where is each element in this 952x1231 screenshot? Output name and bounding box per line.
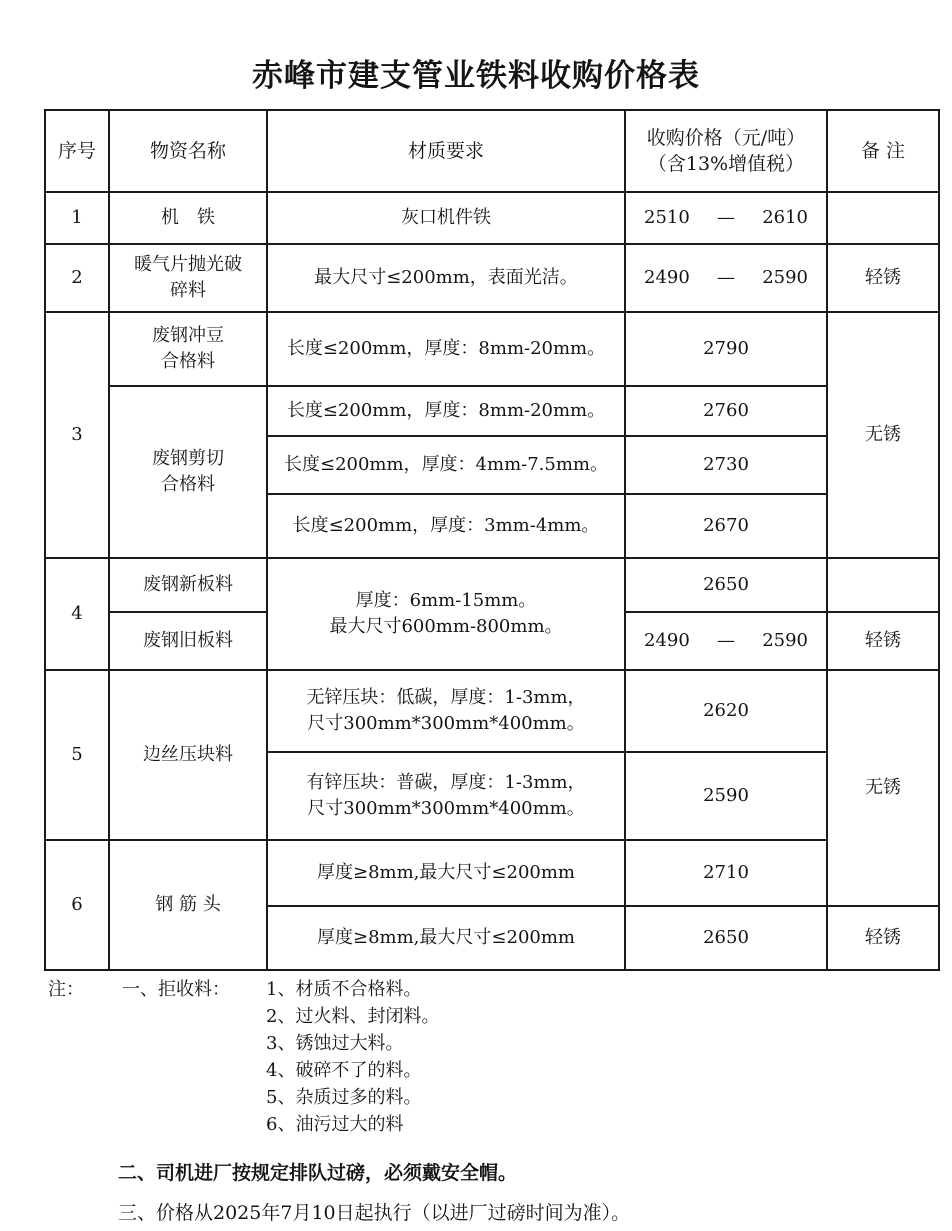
material-spec-line1: 有锌压块：普碳，厚度：1-3mm， [306,772,586,793]
remark: 无锈 [827,312,939,558]
material-spec-line1: 厚度：6mm-15mm。 [355,590,537,611]
table-row [45,840,939,906]
table-row [45,192,939,244]
reject-item: 5、杂质过多的料。 [266,1087,422,1108]
reject-item: 2、过火料、封闭料。 [266,1006,440,1027]
material-spec-line1: 无锌压块：低碳，厚度：1-3mm， [306,687,586,708]
price-dash: — [717,630,735,651]
material-name: 废钢旧板料 [109,612,267,670]
header-spec: 材质要求 [267,110,625,192]
remark: 轻锈 [827,906,939,970]
material-name [109,244,267,312]
price: 2620 [625,670,827,752]
table-row [45,386,939,436]
material-spec-line2: 最大尺寸600mm-800mm。 [329,616,563,637]
price-low: 2510 [644,207,690,228]
price-high: 2590 [762,267,808,288]
price-range [625,244,827,312]
remark: 无锈 [827,670,939,906]
price-range [625,192,827,244]
material-spec [267,670,625,752]
material-spec-line2: 尺寸300mm*300mm*400mm。 [307,713,585,734]
material-spec-line2: 尺寸300mm*300mm*400mm。 [307,798,585,819]
reject-item: 1、材质不合格料。 [266,979,422,1000]
material-name-line2: 合格料 [161,474,215,495]
table-row [45,670,939,752]
price: 2590 [625,752,827,840]
price: 2760 [625,386,827,436]
price: 2650 [625,558,827,612]
row-no: 4 [45,558,109,670]
row-no: 6 [45,840,109,970]
price: 2670 [625,494,827,558]
header-price-line1: 收购价格（元/吨） [646,127,806,149]
reject-label: 一、拒收料： [122,979,230,1000]
material-name-line1: 废钢冲豆 [152,325,224,346]
price-low: 2490 [644,267,690,288]
row-no: 3 [45,312,109,558]
material-spec: 长度≤200mm，厚度：8mm-20mm。 [267,386,625,436]
material-spec: 厚度≥8mm,最大尺寸≤200mm [267,906,625,970]
table-header-row [45,110,939,192]
remark [827,192,939,244]
price-dash: — [717,267,735,288]
material-spec: 长度≤200mm，厚度：8mm-20mm。 [267,312,625,386]
material-spec: 灰口机件铁 [267,192,625,244]
material-name-line2: 碎料 [170,280,206,301]
remark [827,558,939,612]
reject-item: 4、破碎不了的料。 [266,1060,422,1081]
material-name [109,386,267,558]
row-no: 1 [45,192,109,244]
header-price-line2: （含13%增值税） [647,153,805,175]
material-name-line1: 暖气片抛光破 [134,254,242,275]
material-spec [267,752,625,840]
price: 2730 [625,436,827,494]
table-row [45,244,939,312]
price: 2650 [625,906,827,970]
material-name: 钢 筋 头 [109,840,267,970]
row-no: 2 [45,244,109,312]
price-low: 2490 [644,630,690,651]
reject-item: 6、油污过大的料 [266,1114,404,1135]
material-spec: 最大尺寸≤200mm，表面光洁。 [267,244,625,312]
page-title: 赤峰市建支管业铁料收购价格表 [252,58,700,94]
price: 2710 [625,840,827,906]
header-name: 物资名称 [109,110,267,192]
material-name [109,312,267,386]
price-table [44,109,940,971]
material-spec: 长度≤200mm，厚度：4mm-7.5mm。 [267,436,625,494]
material-name-line2: 合格料 [161,351,215,372]
price: 2790 [625,312,827,386]
price-range [625,612,827,670]
reject-list [266,976,439,1138]
price-dash: — [717,207,735,228]
remark: 轻锈 [827,244,939,312]
rule-effective-date: 三、价格从2025年7月10日起执行（以进厂过磅时间为准）。 [118,1202,631,1224]
material-name-line1: 废钢剪切 [152,448,224,469]
price-high: 2610 [762,207,808,228]
rule-driver-safety: 二、司机进厂按规定排队过磅，必须戴安全帽。 [118,1162,518,1184]
material-spec: 厚度≥8mm,最大尺寸≤200mm [267,840,625,906]
header-remark: 备 注 [827,110,939,192]
price-high: 2590 [762,630,808,651]
remark: 轻锈 [827,612,939,670]
material-spec [267,558,625,670]
header-price [625,110,827,192]
table-row [45,558,939,612]
row-no: 5 [45,670,109,840]
header-no: 序号 [45,110,109,192]
material-name: 机 铁 [109,192,267,244]
reject-item: 3、锈蚀过大料。 [266,1033,404,1054]
material-name: 边丝压块料 [109,670,267,840]
notes-label: 注： [48,979,84,1000]
material-name: 废钢新板料 [109,558,267,612]
material-spec: 长度≤200mm，厚度：3mm-4mm。 [267,494,625,558]
table-row [45,312,939,386]
